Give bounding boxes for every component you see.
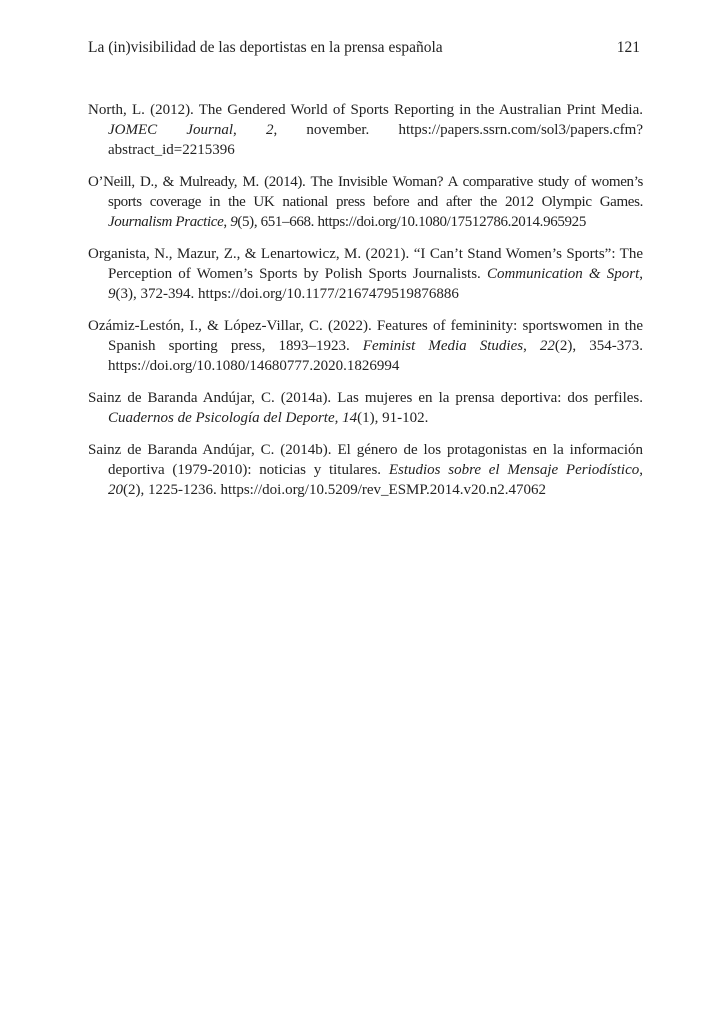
reference-item [88, 172, 643, 232]
reference-details: (2), 354-373. https://doi.org/10.1080/14680777.2020.1826994 [108, 338, 643, 374]
reference-journal: JOMEC Journal [108, 122, 233, 138]
reference-item [88, 100, 643, 160]
reference-text: O’Neill, D., & Mulready, M. (2014). The Invisible Woman? A comparative study of women’s sports coverage in the UK national press before and after the 2012 Olympic Games. [88, 174, 643, 210]
reference-separator: , [233, 122, 266, 138]
reference-separator: , [523, 338, 540, 354]
running-title: La (in)visibilidad de las deportistas en la prensa española [88, 39, 443, 56]
reference-text: Sainz de Baranda Andújar, C. (2014a). Las mujeres en la prensa deportiva: dos perfiles. [88, 390, 643, 406]
reference-details: (5), 651–668. https://doi.org/10.1080/17512786.2014.965925 [237, 214, 586, 230]
reference-item [88, 440, 643, 500]
reference-list [88, 100, 643, 512]
reference-details: , november. https://papers.ssrn.com/sol3/papers.cfm?abstract_id=2215396 [108, 122, 643, 158]
reference-text: Ozámiz-Lestón, I., & López-Villar, C. (2022). Features of femininity: sportswomen in the Spanish sporting press, 1893–1923. [88, 318, 643, 354]
reference-volume: 9 [108, 286, 116, 302]
reference-text: North, L. (2012). The Gendered World of Sports Reporting in the Australian Print Media. [88, 102, 643, 118]
reference-separator: , [639, 462, 643, 478]
reference-volume: 20 [108, 482, 123, 498]
reference-journal: Cuadernos de Psicología del Deporte, [108, 410, 339, 426]
reference-item [88, 244, 643, 304]
reference-separator: , [639, 266, 643, 282]
reference-journal: Journalism Practice [108, 214, 224, 230]
reference-item [88, 316, 643, 376]
reference-details: (1), 91-102. [357, 410, 429, 426]
reference-details: (3), 372-394. https://doi.org/10.1177/2167479519876886 [115, 286, 459, 302]
page-header [88, 38, 640, 58]
reference-journal: Estudios sobre el Mensaje Periodístico [388, 462, 640, 478]
page-number: 121 [616, 39, 640, 56]
reference-volume: 22 [539, 338, 555, 354]
reference-item [88, 388, 643, 428]
reference-text: Organista, N., Mazur, Z., & Lenartowicz, M. (2021). “I Can’t Stand Women’s Sports”: The Perception of Women’s Sports by Polish Sports Journalists. [88, 246, 643, 282]
reference-journal: Feminist Media Studies [362, 338, 524, 354]
reference-details: (2), 1225-1236. https://doi.org/10.5209/rev_ESMP.2014.v20.n2.47062 [123, 482, 547, 498]
reference-volume: 9 [230, 214, 238, 230]
reference-journal: Communication & Sport [486, 266, 640, 282]
reference-volume: 14 [342, 410, 358, 426]
reference-text: Sainz de Baranda Andújar, C. (2014b). El género de los protagonistas en la información deportiva (1979-2010): noticias y titulares. [88, 442, 643, 478]
reference-separator: , [223, 214, 231, 230]
reference-volume: 2 [265, 122, 274, 138]
